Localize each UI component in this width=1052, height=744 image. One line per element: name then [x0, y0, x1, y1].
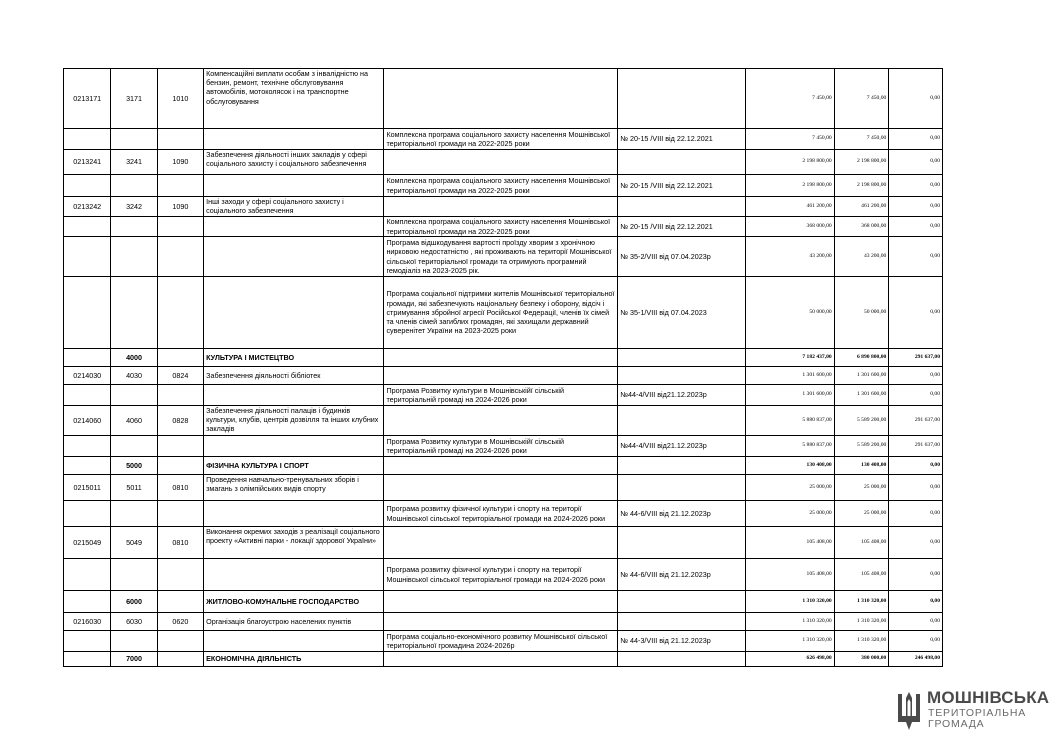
kfk-cell	[157, 652, 203, 667]
kfkv-cell	[111, 385, 157, 406]
budget-table	[63, 68, 943, 667]
table-body	[64, 69, 943, 667]
kfkv-cell: 5000	[111, 457, 157, 475]
general-fund-cell: 50 000,00	[834, 277, 889, 349]
name-cell: Виконання окремих заходів з реалізації соціального проекту «Активні парки - локації здорової України»	[204, 527, 384, 559]
kpkv-cell	[64, 631, 111, 652]
table-row	[64, 613, 943, 631]
kpkv-cell	[64, 385, 111, 406]
general-fund-cell: 7 450,00	[834, 129, 889, 150]
name-cell: Організація благоустрою населених пунктів	[204, 613, 384, 631]
kpkv-cell: 0216030	[64, 613, 111, 631]
name-cell: КУЛЬТУРА І МИСТЕЦТВО	[204, 349, 384, 367]
kfk-cell: 0810	[157, 475, 203, 501]
community-logo	[896, 688, 1050, 733]
kpkv-cell: 0214060	[64, 406, 111, 436]
program-cell: Програма розвитку фізичної культури і спорту на території Мошнівської сільської територіальної громади на 2024-2026 роки	[384, 559, 618, 591]
kfkv-cell	[111, 277, 157, 349]
kpkv-cell	[64, 217, 111, 237]
name-cell: ЖИТЛОВО-КОМУНАЛЬНЕ ГОСПОДАРСТВО	[204, 591, 384, 613]
program-cell: Програма соціально-економічного розвитку Мошнівської сільської територіальної громадина 2024-2026р	[384, 631, 618, 652]
section-row	[64, 457, 943, 475]
section-row	[64, 652, 943, 667]
name-cell	[204, 501, 384, 527]
name-cell	[204, 175, 384, 197]
name-cell	[204, 559, 384, 591]
kfkv-cell	[111, 559, 157, 591]
special-fund-cell: 0,00	[889, 631, 943, 652]
kfk-cell	[157, 349, 203, 367]
general-fund-cell: 7 450,00	[834, 69, 889, 129]
program-cell	[384, 652, 618, 667]
kpkv-cell	[64, 349, 111, 367]
name-cell: Забезпечення діяльності інших закладів у сфері соціального захисту і соціального забезпечення	[204, 150, 384, 175]
table-row	[64, 406, 943, 436]
kpkv-cell	[64, 175, 111, 197]
table-row	[64, 501, 943, 527]
special-fund-cell: 0,00	[889, 457, 943, 475]
general-fund-cell: 1 310 320,00	[834, 591, 889, 613]
decision-cell	[618, 527, 746, 559]
total-cell: 25 000,00	[746, 501, 835, 527]
kfkv-cell: 7000	[111, 652, 157, 667]
kfkv-cell	[111, 237, 157, 277]
kfk-cell	[157, 385, 203, 406]
kfk-cell	[157, 237, 203, 277]
general-fund-cell: 130 408,00	[834, 457, 889, 475]
kfkv-cell	[111, 501, 157, 527]
total-cell: 25 000,00	[746, 475, 835, 501]
kfkv-cell: 4060	[111, 406, 157, 436]
decision-cell	[618, 349, 746, 367]
special-fund-cell: 0,00	[889, 277, 943, 349]
table-row	[64, 631, 943, 652]
total-cell: 1 301 600,00	[746, 385, 835, 406]
kfk-cell: 0824	[157, 367, 203, 385]
total-cell: 1 310 320,00	[746, 591, 835, 613]
total-cell: 105 408,00	[746, 527, 835, 559]
general-fund-cell: 105 408,00	[834, 527, 889, 559]
name-cell	[204, 277, 384, 349]
total-cell: 7 182 437,00	[746, 349, 835, 367]
decision-cell: № 44-6/VIII від 21.12.2023р	[618, 501, 746, 527]
general-fund-cell: 380 000,00	[834, 652, 889, 667]
kfkv-cell: 3241	[111, 150, 157, 175]
total-cell: 1 310 320,00	[746, 613, 835, 631]
total-cell: 626 498,00	[746, 652, 835, 667]
program-cell: Програма соціальної підтримки жителів Мошнівської територіальної громади, які забезпечують національну безпеку і оборону, відсіч і стримування збройної агресії Російської Федерації, членів їх сімей та членів сімей загиблих громадян, які захищали державний суверенітет України на 2023-2025 роки	[384, 277, 618, 349]
kpkv-cell	[64, 237, 111, 277]
kfkv-cell: 3171	[111, 69, 157, 129]
kfkv-cell: 3242	[111, 197, 157, 217]
name-cell: Проведення навчально-тренувальних зборів і змагань з олімпійських видів спорту	[204, 475, 384, 501]
decision-cell: № 44-3/VIII від 21.12.2023р	[618, 631, 746, 652]
total-cell: 5 880 837,00	[746, 406, 835, 436]
general-fund-cell: 6 890 800,00	[834, 349, 889, 367]
decision-cell	[618, 367, 746, 385]
decision-cell: № 35-1/VIII від 07.04.2023	[618, 277, 746, 349]
general-fund-cell: 368 000,00	[834, 217, 889, 237]
special-fund-cell: 246 498,00	[889, 652, 943, 667]
special-fund-cell: 0,00	[889, 129, 943, 150]
name-cell: Компенсаційні виплати особам з інвалідністю на бензин, ремонт, технічне обслуговування автомобілів, мотоколясок і на транспортне обслуговування	[204, 69, 384, 129]
table-row	[64, 175, 943, 197]
kfk-cell: 0620	[157, 613, 203, 631]
kpkv-cell	[64, 457, 111, 475]
total-cell: 105 408,00	[746, 559, 835, 591]
kpkv-cell: 0213242	[64, 197, 111, 217]
special-fund-cell: 0,00	[889, 501, 943, 527]
kfkv-cell	[111, 175, 157, 197]
program-cell	[384, 367, 618, 385]
program-cell	[384, 457, 618, 475]
name-cell	[204, 217, 384, 237]
special-fund-cell: 0,00	[889, 197, 943, 217]
general-fund-cell: 2 198 800,00	[834, 150, 889, 175]
general-fund-cell: 5 589 200,00	[834, 436, 889, 457]
kfk-cell	[157, 457, 203, 475]
kfk-cell	[157, 501, 203, 527]
total-cell: 43 200,00	[746, 237, 835, 277]
program-cell: Комплексна програма соціального захисту населення Мошнівської територіальної громади на 2022-2025 роки	[384, 175, 618, 197]
program-cell: Комплексна програма соціального захисту населення Мошнівської територіальної громади на 2022-2025 роки	[384, 129, 618, 150]
special-fund-cell: 0,00	[889, 150, 943, 175]
kpkv-cell: 0215011	[64, 475, 111, 501]
total-cell: 7 450,00	[746, 69, 835, 129]
program-cell	[384, 591, 618, 613]
kpkv-cell	[64, 559, 111, 591]
decision-cell: №44-4/VIII від21.12.2023р	[618, 385, 746, 406]
kfk-cell	[157, 436, 203, 457]
table-row	[64, 475, 943, 501]
decision-cell	[618, 475, 746, 501]
kfk-cell	[157, 217, 203, 237]
special-fund-cell: 291 637,00	[889, 436, 943, 457]
name-cell	[204, 129, 384, 150]
kfkv-cell	[111, 129, 157, 150]
program-cell: Програма Розвитку культури в Мошнівськійї сільській територіальній громаді на 2024-2026 роки	[384, 436, 618, 457]
kfkv-cell: 4030	[111, 367, 157, 385]
special-fund-cell: 0,00	[889, 559, 943, 591]
table-row	[64, 217, 943, 237]
total-cell: 461 200,00	[746, 197, 835, 217]
decision-cell: № 20-15 /VIII від 22.12.2021	[618, 175, 746, 197]
name-cell	[204, 436, 384, 457]
table-row	[64, 237, 943, 277]
special-fund-cell: 0,00	[889, 385, 943, 406]
kfkv-cell: 5049	[111, 527, 157, 559]
kpkv-cell: 0215049	[64, 527, 111, 559]
kpkv-cell: 0214030	[64, 367, 111, 385]
kpkv-cell: 0213171	[64, 69, 111, 129]
program-cell	[384, 197, 618, 217]
special-fund-cell: 0,00	[889, 237, 943, 277]
table-row	[64, 559, 943, 591]
kfk-cell	[157, 129, 203, 150]
name-cell: Інші заходи у сфері соціального захисту і соціального забезпечення	[204, 197, 384, 217]
kfk-cell: 0828	[157, 406, 203, 436]
section-row	[64, 591, 943, 613]
kfkv-cell	[111, 631, 157, 652]
logo-subtitle-line1: ТЕРИТОРІАЛЬНА	[928, 707, 1026, 719]
name-cell: ФІЗИЧНА КУЛЬТУРА І СПОРТ	[204, 457, 384, 475]
total-cell: 5 880 837,00	[746, 436, 835, 457]
table-row	[64, 385, 943, 406]
kfk-cell: 1090	[157, 197, 203, 217]
table-row	[64, 150, 943, 175]
program-cell	[384, 475, 618, 501]
name-cell: ЕКОНОМІЧНА ДІЯЛЬНІСТЬ	[204, 652, 384, 667]
decision-cell: №44-4/VIII від21.12.2023р	[618, 436, 746, 457]
table-row	[64, 527, 943, 559]
special-fund-cell: 0,00	[889, 69, 943, 129]
kpkv-cell: 0213241	[64, 150, 111, 175]
special-fund-cell: 0,00	[889, 217, 943, 237]
section-row	[64, 349, 943, 367]
kpkv-cell	[64, 436, 111, 457]
decision-cell	[618, 69, 746, 129]
table-row	[64, 197, 943, 217]
table-row	[64, 69, 943, 129]
special-fund-cell: 0,00	[889, 475, 943, 501]
decision-cell	[618, 406, 746, 436]
kfk-cell: 1010	[157, 69, 203, 129]
general-fund-cell: 461 200,00	[834, 197, 889, 217]
kfkv-cell: 5011	[111, 475, 157, 501]
total-cell: 130 408,00	[746, 457, 835, 475]
general-fund-cell: 1 301 600,00	[834, 385, 889, 406]
kfkv-cell: 6000	[111, 591, 157, 613]
kfkv-cell: 4000	[111, 349, 157, 367]
program-cell: Програма розвитку фізичної культури і спорту на території Мошнівської сільської територіальної громади на 2024-2026 роки	[384, 501, 618, 527]
general-fund-cell: 5 589 200,00	[834, 406, 889, 436]
kfk-cell	[157, 591, 203, 613]
logo-title: МОШНІВСЬКА	[927, 688, 1050, 707]
total-cell: 368 000,00	[746, 217, 835, 237]
decision-cell	[618, 457, 746, 475]
general-fund-cell: 25 000,00	[834, 501, 889, 527]
total-cell: 1 310 320,00	[746, 631, 835, 652]
kpkv-cell	[64, 277, 111, 349]
program-cell	[384, 406, 618, 436]
kpkv-cell	[64, 652, 111, 667]
general-fund-cell: 43 200,00	[834, 237, 889, 277]
kfkv-cell	[111, 217, 157, 237]
decision-cell	[618, 613, 746, 631]
logo-subtitle-line2: ГРОМАДА	[928, 718, 985, 730]
general-fund-cell: 1 310 320,00	[834, 613, 889, 631]
program-cell	[384, 349, 618, 367]
general-fund-cell: 25 000,00	[834, 475, 889, 501]
total-cell: 2 198 800,00	[746, 175, 835, 197]
program-cell: Програма Розвитку культури в Мошнівськійї сільській територіальній громаді на 2024-2026 роки	[384, 385, 618, 406]
decision-cell: № 20-15 /VIII від 22.12.2021	[618, 129, 746, 150]
special-fund-cell: 0,00	[889, 591, 943, 613]
decision-cell	[618, 150, 746, 175]
kfk-cell	[157, 559, 203, 591]
program-cell	[384, 527, 618, 559]
decision-cell	[618, 197, 746, 217]
kpkv-cell	[64, 591, 111, 613]
special-fund-cell: 291 637,00	[889, 406, 943, 436]
total-cell: 7 450,00	[746, 129, 835, 150]
program-cell	[384, 613, 618, 631]
decision-cell: № 35-2/VIII від 07.04.2023р	[618, 237, 746, 277]
special-fund-cell: 0,00	[889, 613, 943, 631]
program-cell: Програма відшкодування вартості проїзду хворим з хронічною нирковою недостатністю , які проживають на території Мошнівської сільської територіальної громади та отримують програмний гемодіаліз на 2023-2025 рік.	[384, 237, 618, 277]
general-fund-cell: 1 301 600,00	[834, 367, 889, 385]
kfk-cell: 0810	[157, 527, 203, 559]
name-cell	[204, 631, 384, 652]
general-fund-cell: 105 408,00	[834, 559, 889, 591]
special-fund-cell: 0,00	[889, 527, 943, 559]
special-fund-cell: 0,00	[889, 367, 943, 385]
special-fund-cell: 291 637,00	[889, 349, 943, 367]
decision-cell: № 44-6/VIII від 21.12.2023р	[618, 559, 746, 591]
kpkv-cell	[64, 129, 111, 150]
kfkv-cell	[111, 436, 157, 457]
total-cell: 1 301 600,00	[746, 367, 835, 385]
name-cell	[204, 385, 384, 406]
total-cell: 2 198 800,00	[746, 150, 835, 175]
name-cell	[204, 237, 384, 277]
table-row	[64, 129, 943, 150]
table-row	[64, 277, 943, 349]
program-cell	[384, 150, 618, 175]
table-row	[64, 367, 943, 385]
general-fund-cell: 2 198 800,00	[834, 175, 889, 197]
table-row	[64, 436, 943, 457]
kfkv-cell: 6030	[111, 613, 157, 631]
program-cell	[384, 69, 618, 129]
decision-cell	[618, 652, 746, 667]
program-cell: Комплексна програма соціального захисту населення Мошнівської територіальної громади на 2022-2025 роки	[384, 217, 618, 237]
name-cell: Забезпечення діяльності бібліотек	[204, 367, 384, 385]
kpkv-cell	[64, 501, 111, 527]
decision-cell: № 20-15 /VIII від 22.12.2021	[618, 217, 746, 237]
decision-cell	[618, 591, 746, 613]
trident-icon	[896, 690, 922, 732]
kfk-cell	[157, 175, 203, 197]
kfk-cell	[157, 631, 203, 652]
special-fund-cell: 0,00	[889, 175, 943, 197]
name-cell: Забезпечення діяльності палаців i будинків культури, клубів, центрів дозвілля та iнших клубних закладів	[204, 406, 384, 436]
total-cell: 50 000,00	[746, 277, 835, 349]
kfk-cell: 1090	[157, 150, 203, 175]
general-fund-cell: 1 310 320,00	[834, 631, 889, 652]
kfk-cell	[157, 277, 203, 349]
